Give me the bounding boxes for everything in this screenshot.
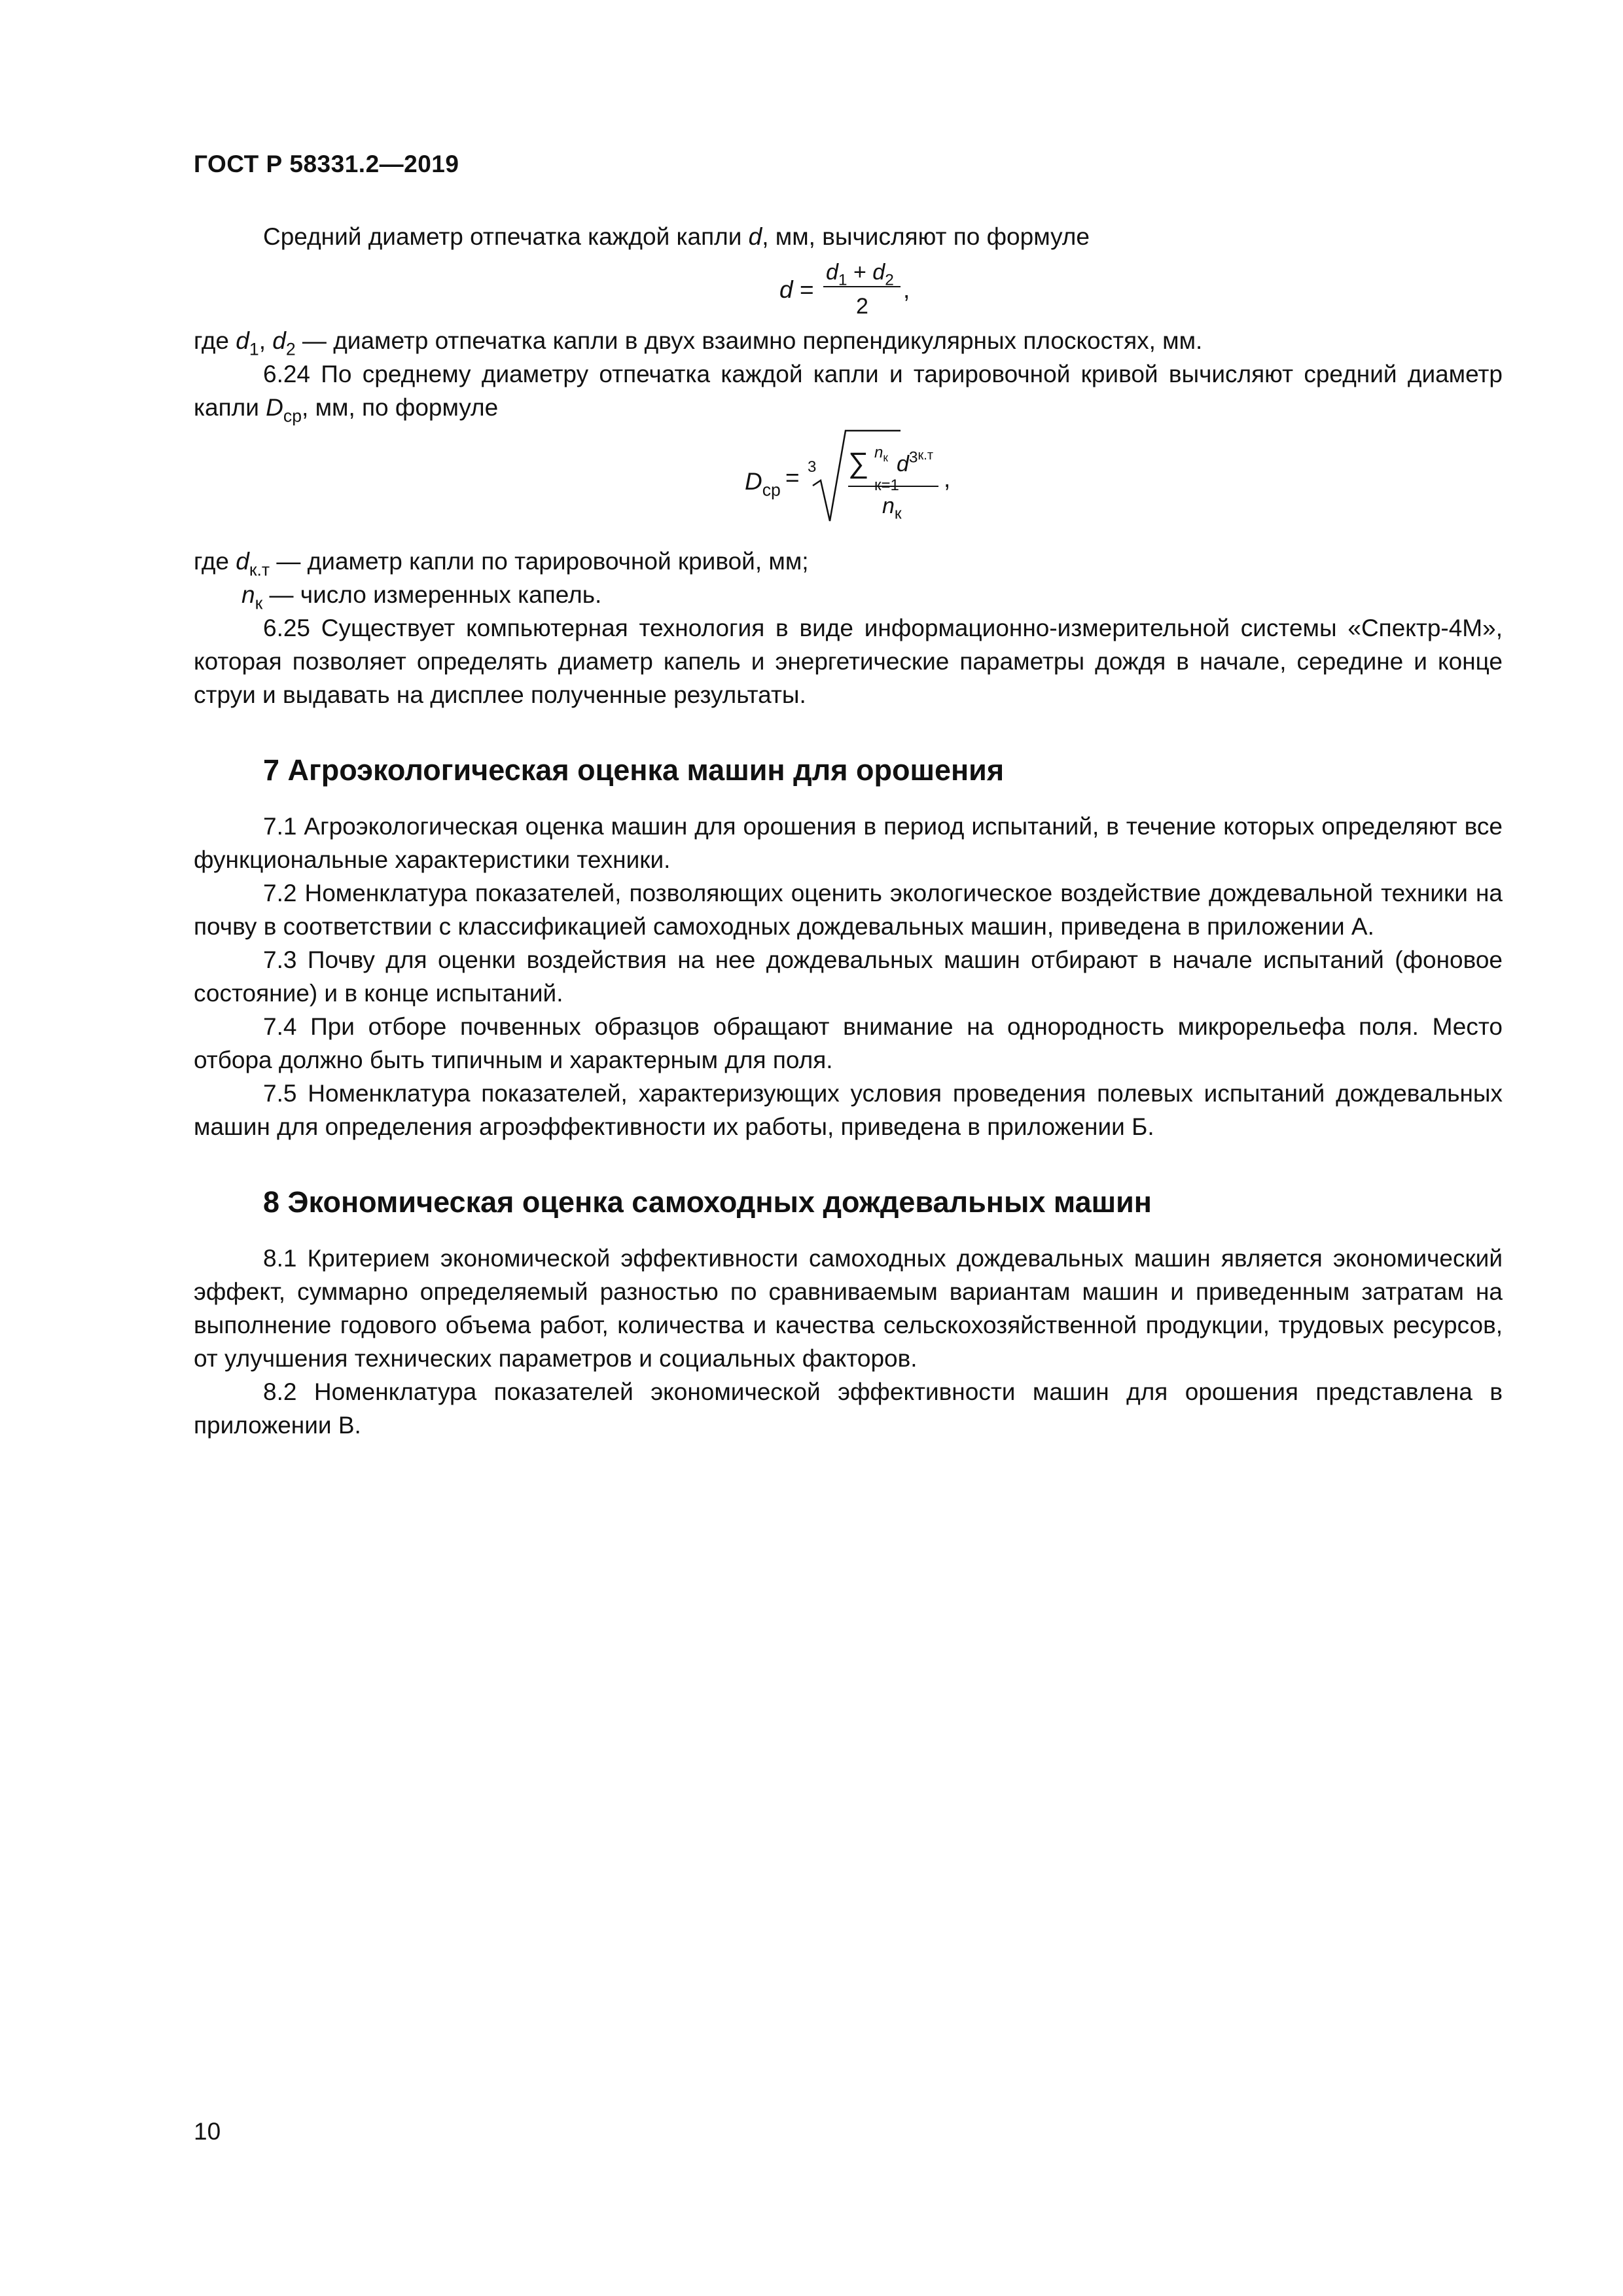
paragraph-6-25: 6.25 Существует компьютерная технология в виде информационно-измерительной системы «Спектр-4М», которая позволяет определять диаметр капель и энергетические параметры дождя в начале, середине и конце струи и выдавать на дисплее полученные результаты.: [194, 615, 1503, 708]
where-d1-d2: где $d_1$, $d_2$ — диаметр отпечатка капли в двух взаимно перпендикулярных плоскостях, мм.: [194, 327, 1203, 359]
f2-eq: =: [785, 464, 800, 491]
f2-fraction-bar: [848, 486, 938, 487]
paragraph-7-3: 7.3 Почву для оценки воздействия на нее дождевальных машин отбирают в начале испытаний (фоновое состояние) и в конце испытаний.: [194, 946, 1503, 1007]
f2-root-index: 3: [808, 458, 817, 476]
section-7-title: 7 Агроэкологическая оценка машин для орошения: [263, 753, 1005, 787]
paragraph-7-1: 7.1 Агроэкологическая оценка машин для орошения в период испытаний, в течение которых определяют все функциональные характеристики техники.: [194, 813, 1503, 873]
f1-fraction-bar: [823, 286, 901, 287]
paragraph-7-2: 7.2 Номенклатура показателей, позволяющих оценить экологическое воздействие дождевальной техники на почву в соответствии с классификацией самоходных дождевальных машин, приведена в приложении А.: [194, 880, 1503, 940]
f2-comma: ,: [944, 465, 951, 492]
section-8-title: 8 Экономическая оценка самоходных дождевальных машин: [263, 1185, 1152, 1219]
paragraph-6-24: 6.24 По среднему диаметру отпечатка каждой капли и тарировочной кривой вычисляют средний диаметр капли $D_{ср}$, мм, по формуле: [194, 361, 1503, 426]
page-content: [194, 220, 1503, 1442]
f1-numerator: $d_1 + d_2$: [826, 260, 894, 289]
page-number: 10: [194, 2118, 221, 2145]
f2-lhs: $D_{ср}$: [745, 468, 781, 500]
f2-sigma: ∑: [848, 447, 869, 479]
f1-comma: ,: [903, 276, 910, 303]
where-d-kt: где $d_{к.т}$ — диаметр капли по тарировочной кривой, мм;: [194, 548, 809, 580]
f1-lhs: d: [779, 276, 793, 303]
f1-denominator: 2: [856, 294, 868, 319]
paragraph-8-2: 8.2 Номенклатура показателей экономической эффективности машин для орошения представлена в приложении В.: [194, 1378, 1503, 1439]
f2-term: $d^{3к.т}$: [897, 448, 933, 476]
where-definitions: [194, 545, 1503, 611]
f2-sigma-bottom: к=1: [874, 476, 899, 494]
paragraph-7-5: 7.5 Номенклатура показателей, характеризующих условия проведения полевых испытаний дождевальных машин для определения агроэффективности их работы, приведена в приложении Б.: [194, 1080, 1503, 1140]
f2-denominator: $n_к$: [882, 493, 902, 523]
paragraph-8-1: 8.1 Критерием экономической эффективности самоходных дождевальных машин является экономический эффект, суммарно определяемый разностью по сравниваемым вариантам машин и приведенным затратам на выполнение годового объема работ, количества и качества сельскохозяйственной продукции, трудовых ресурсов, от улучшения технических параметров и социальных факторов.: [194, 1245, 1503, 1372]
where-n-k: $n_к$ — число измеренных капель.: [241, 581, 602, 613]
paragraph-intro: Средний диаметр отпечатка каждой капли d, мм, вычисляют по формуле: [263, 223, 1090, 250]
standard-header: ГОСТ Р 58331.2—2019: [194, 151, 459, 177]
f1-eq: =: [800, 276, 814, 303]
f2-sigma-top: $n_к$: [874, 444, 888, 465]
paragraph-7-4: 7.4 При отборе почвенных образцов обращают внимание на однородность микрорельефа поля. Место отбора должно быть типичным и характерным для поля.: [194, 1013, 1503, 1073]
formula-mean-diameter: [194, 253, 1503, 324]
formula-average-drop-diameter: [194, 424, 1503, 545]
